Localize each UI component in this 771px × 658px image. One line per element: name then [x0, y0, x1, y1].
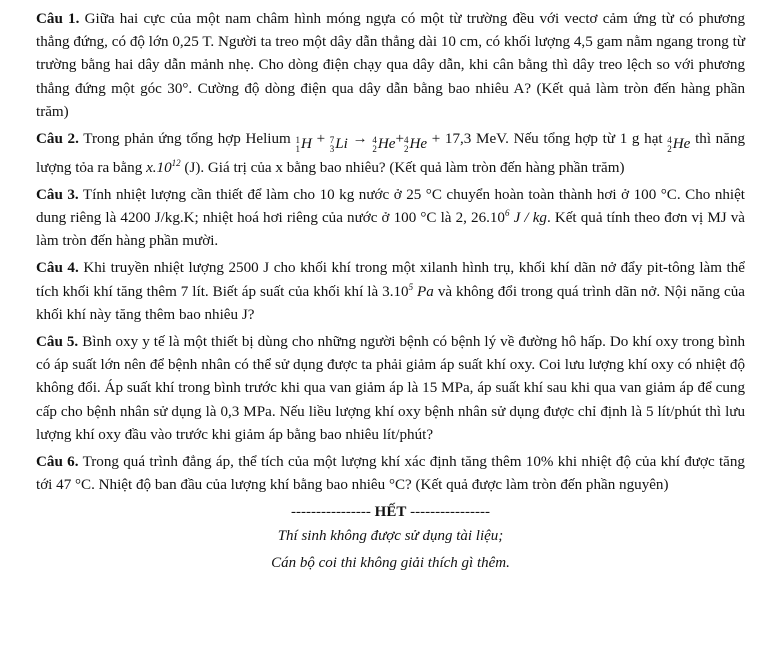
footer-note-2: Cán bộ coi thi không giải thích gì thêm.	[271, 555, 510, 572]
question-2	[36, 128, 745, 180]
latent-heat-value: 2, 26.10$^6$ J / kg	[455, 208, 547, 227]
question-text: và không đổi trong quá trình dãn nở. Nội năng của khối khí này tăng thêm bao nhiêu J?	[36, 283, 745, 323]
energy-expression: $x.10^{12}$	[146, 157, 181, 176]
question-text: Trong quá trình đẳng áp, thể tích của một lượng khí xác định tăng thêm 10% khi nhiệt độ của khí được tăng tới 47 °C. Nhiệt độ ban đầu của lượng khí bằng bao nhiêu °C? (Kết quả được làm tròn đến phần nguyên)	[36, 454, 745, 494]
question-4	[36, 257, 745, 327]
question-text: Tính nhiệt lượng cần thiết để làm cho 10 kg nước ở 25 °C chuyển hoàn toàn thành hơi ở 100 °C. Cho nhiệt dung riêng là 4200 J/kg.K; nhiệt hoá hơi riêng của nước ở 100 °C là	[36, 186, 745, 227]
nuclide-helium: 4 2 He	[667, 135, 691, 155]
footer-note-1: Thí sinh không được sử dụng tài liệu;	[277, 528, 504, 545]
pressure-value: 3.10$^5$ Pa	[382, 281, 434, 300]
question-text: . Kết quả tính theo đơn vị MJ và làm tròn đến hàng phần mười.	[36, 210, 745, 250]
question-3	[36, 184, 745, 254]
plus-sign: +	[316, 131, 326, 148]
question-6	[36, 451, 745, 497]
nuclide-lithium: 7 3 Li	[329, 135, 348, 155]
end-marker: ---------------- HẾT ----------------	[290, 504, 491, 521]
question-text: thì năng lượng tỏa ra bằng	[36, 131, 746, 176]
question-label: Câu 2.	[36, 131, 79, 148]
question-text: MeV. Nếu tổng hợp từ 1 g hạt	[476, 131, 663, 148]
nuclide-hydrogen: 1 1 H	[295, 135, 312, 155]
plus-sign: +	[395, 131, 404, 148]
end-label: HẾT	[374, 504, 407, 521]
reaction-energy: + 17,3	[431, 131, 472, 148]
question-text: Giữa hai cực của một nam châm hình móng ngựa có một từ trường đều với vectơ cảm ứng từ có phương thẳng đứng, có độ lớn 0,25 T. Người ta treo một dây dẫn thẳng dài 10 cm, có khối lượng 4,5 gam nằm ngang trong từ trường bằng hai dây dẫn mảnh nhẹ. Cho dòng điện chạy qua dây dẫn, khi cân bằng thì dây treo lệch so với phương thẳng đứng một góc 30°. Cường độ dòng điện qua dây dẫn bằng bao nhiêu A? (Kết quả làm tròn đến hàng phần trăm)	[36, 11, 746, 120]
question-text: Khi truyền nhiệt lượng 2500 J cho khối khí trong một xilanh hình trụ, khối khí dãn nở đẩy pit-tông làm thể tích khối khí tăng thêm 7 lít. Biết áp suất của khối khí là	[36, 260, 745, 300]
question-text: (J). Giá trị của x bằng bao nhiêu? (Kết quả làm tròn đến hàng phần trăm)	[184, 159, 625, 176]
question-1	[36, 8, 745, 124]
nuclide-helium: 4 2 He	[403, 135, 428, 155]
question-label: Câu 5.	[36, 334, 79, 351]
question-label: Câu 4.	[36, 260, 79, 277]
question-label: Câu 1.	[36, 11, 80, 27]
reaction-arrow: →	[352, 131, 368, 148]
question-5	[36, 331, 745, 447]
question-label: Câu 3.	[36, 186, 79, 203]
nuclide-helium: 4 2 He	[372, 135, 396, 155]
question-text: Bình oxy y tế là một thiết bị dùng cho những người bệnh có bệnh lý về đường hô hấp. Do khí oxy trong bình có áp suất lớn nên để bệnh nhân có thể sử dụng được ta phải giảm áp suất khí oxy. Coi lưu lượng khí oxy có nhiệt độ không đổi. Áp suất khí trong bình trước khi qua van giảm áp là 15 MPa, áp suất khí sau khi qua van giảm áp để cung cấp cho bệnh nhân sử dụng là 0,3 MPa. Nếu liều lượng khí oxy bệnh nhân sử dụng được chỉ định là 5 lít/phút thì lưu lượng khí oxy đầu vào trước khi giảm áp bằng bao nhiêu lít/phút?	[36, 334, 745, 443]
question-text: Trong phản ứng tổng hợp Helium	[83, 131, 291, 148]
question-label: Câu 6.	[36, 454, 79, 471]
